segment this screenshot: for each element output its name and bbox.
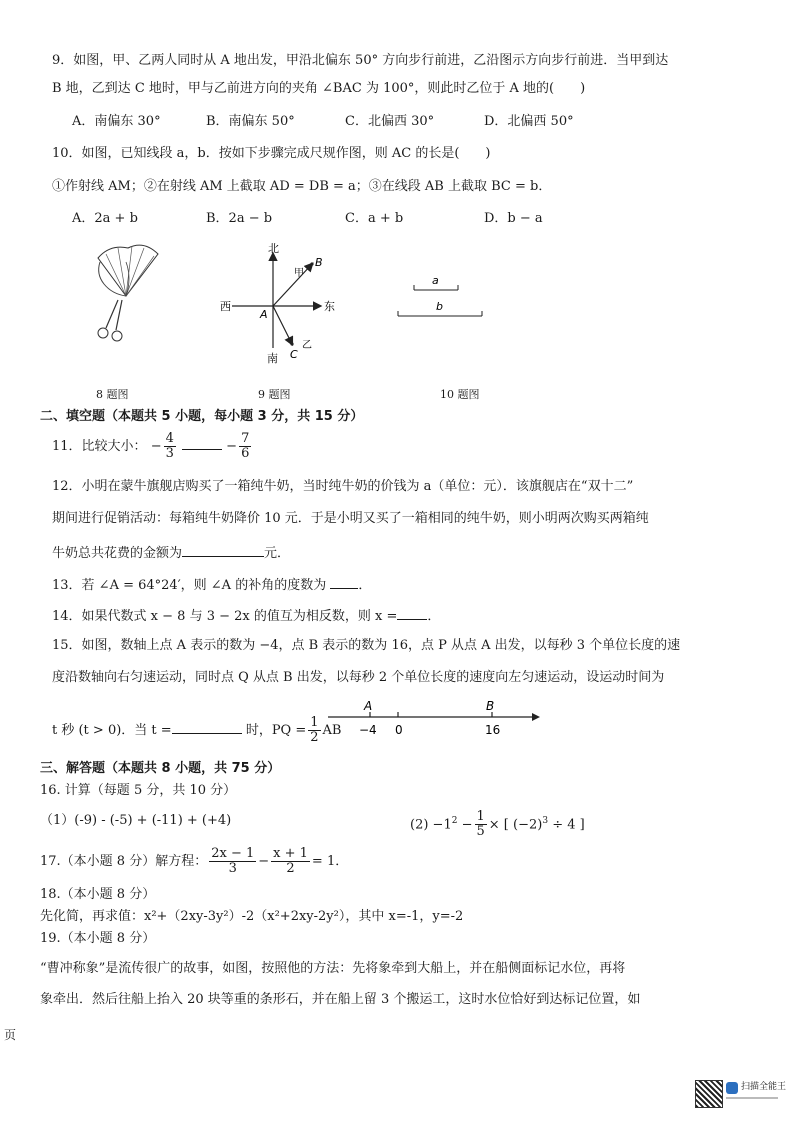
q16-part2-post: × [ (−2) bbox=[488, 817, 543, 833]
q16-part2-fraction bbox=[475, 810, 487, 839]
q11-prefix: 11．比较大小： bbox=[52, 439, 147, 454]
section3-title: 三、解答题（本题共 8 小题，共 75 分） bbox=[40, 761, 281, 776]
q11-frac2-num: 7 bbox=[241, 431, 250, 446]
q11-frac2-sign: − bbox=[226, 439, 238, 454]
q10-line2: ①作射线 AM；②在射线 AM 上截取 AD = DB = a；③在线段 AB 上截取 BC = b． bbox=[52, 179, 552, 194]
fig8-fan-scissors-drawing bbox=[88, 238, 168, 350]
q11-fraction-1 bbox=[164, 432, 176, 461]
fig10-caption: 10 题图 bbox=[440, 388, 480, 401]
q15-axis-label-b: B bbox=[486, 700, 495, 713]
q15-axis-tick-0: 0 bbox=[395, 723, 403, 737]
fig9-compass-diagram bbox=[218, 240, 338, 364]
q13 bbox=[52, 574, 371, 595]
fig9-label-west: 西 bbox=[220, 300, 231, 313]
q10-option-c: C．a + b bbox=[345, 211, 404, 226]
fig9-label-north: 北 bbox=[268, 242, 279, 255]
q9-option-b: B．南偏东 50° bbox=[206, 114, 295, 129]
q16-part2-mid: − bbox=[461, 817, 473, 833]
q15-axis-label-a: A bbox=[364, 700, 373, 713]
q17-post: = 1． bbox=[311, 854, 349, 869]
q12-line3-post: 元． bbox=[264, 546, 291, 561]
q19-head: 19.（本小题 8 分） bbox=[40, 931, 156, 946]
q12-answer-blank[interactable] bbox=[182, 542, 264, 557]
fig9-caption: 9 题图 bbox=[258, 388, 291, 401]
q15-line2: 度沿数轴向右匀速运动，同时点 Q 从点 B 出发，以每秒 2 个单位长度的速度向左匀速运动，设运动时间为 bbox=[52, 670, 665, 685]
fig9-label-c: C bbox=[290, 348, 298, 361]
q18-head: 18.（本小题 8 分） bbox=[40, 887, 156, 902]
q15-axis-tick-b: 16 bbox=[485, 723, 501, 737]
q16-head: 16. 计算（每题 5 分，共 10 分） bbox=[40, 783, 237, 798]
section2-title: 二、填空题（本题共 5 小题，每小题 3 分，共 15 分） bbox=[40, 409, 364, 424]
fig9-label-east: 东 bbox=[324, 300, 335, 313]
fig10-label-a: a bbox=[432, 274, 439, 287]
q12-line3 bbox=[52, 542, 290, 563]
q17 bbox=[40, 846, 348, 878]
q17-frac1-num: 2x − 1 bbox=[211, 846, 255, 861]
q16-part2-frac-den: 5 bbox=[476, 824, 485, 840]
q16-part2-frac-num: 1 bbox=[476, 809, 485, 825]
q17-frac1-den: 3 bbox=[228, 861, 237, 876]
q13-answer-blank[interactable] bbox=[330, 574, 358, 589]
q11-fraction-2 bbox=[239, 432, 251, 461]
q15-line3 bbox=[52, 716, 341, 746]
q12-line1: 12．小明在蒙牛旗舰店购买了一箱纯牛奶，当时纯牛奶的价钱为 a（单位：元）．该旗舰店在“双十二” bbox=[52, 479, 634, 494]
q19-line1: “曹冲称象”是流传很广的故事，如图，按照他的方法：先将象牵到大船上，并在船侧面标记水位，再将 bbox=[40, 961, 626, 976]
fig10-label-b: b bbox=[436, 300, 443, 313]
q13-post: ． bbox=[358, 578, 372, 593]
q17-fraction-1 bbox=[209, 847, 256, 876]
q15-half-den: 2 bbox=[310, 730, 319, 745]
fig9-label-jia: 甲 bbox=[294, 268, 304, 279]
q15-half-num: 1 bbox=[310, 715, 319, 730]
q17-frac2-den: 2 bbox=[286, 861, 295, 876]
q15-line1: 15．如图，数轴上点 A 表示的数为 −4，点 B 表示的数为 16，点 P 从点 A 出发，以每秒 3 个单位长度的速 bbox=[52, 638, 681, 653]
q18-body: 先化简，再求值：x²+（2xy-3y²）-2（x²+2xy-2y²），其中 x=-1，y=-2 bbox=[40, 909, 464, 924]
q17-pre: 17.（本小题 8 分）解方程： bbox=[40, 854, 208, 869]
q14-answer-blank[interactable] bbox=[397, 605, 427, 620]
q17-minus: − bbox=[258, 854, 270, 869]
q10-line1: 10．如图，已知线段 a，b．按如下步骤完成尺规作图，则 AC 的长是( ) bbox=[52, 146, 491, 161]
fig9-label-a: A bbox=[260, 308, 268, 321]
q19-line2: 象牵出．然后往船上抬入 20 块等重的条形石，并在船上留 3 个搬运工，这时水位恰好到达标记位置，如 bbox=[40, 992, 641, 1007]
q16-part1: （1）(-9) - (-5) + (-11) + (+4) bbox=[40, 813, 232, 828]
q12-line2: 期间进行促销活动：每箱纯牛奶降价 10 元．于是小明又买了一箱相同的纯牛奶，则小明两次购买两箱纯 bbox=[52, 511, 649, 526]
q16-part2 bbox=[410, 806, 585, 840]
q11-frac2-den: 6 bbox=[241, 446, 250, 461]
q15-axis-tick-a: −4 bbox=[359, 723, 377, 737]
q10-option-a: A．2a + b bbox=[72, 211, 138, 226]
q15-line3-post: AB bbox=[322, 723, 342, 738]
fig10-segments-diagram bbox=[392, 272, 488, 322]
q11-frac1-sign: − bbox=[150, 439, 162, 454]
fig9-label-yi: 乙 bbox=[302, 340, 312, 351]
q17-frac2-num: x + 1 bbox=[273, 846, 308, 861]
scanner-name: 扫描全能王 bbox=[741, 1082, 787, 1092]
q15-line3-mid: 时，PQ = bbox=[245, 723, 307, 738]
q9-option-c: C．北偏西 30° bbox=[345, 114, 435, 129]
q14-post: ． bbox=[427, 609, 441, 624]
qr-code-icon bbox=[695, 1080, 723, 1108]
q16-part2-exp2: 3 bbox=[542, 816, 549, 826]
q14 bbox=[52, 605, 440, 626]
q17-fraction-2 bbox=[271, 847, 310, 876]
q15-number-line bbox=[326, 700, 540, 740]
q15-answer-blank[interactable] bbox=[172, 719, 242, 734]
q11-frac1-den: 3 bbox=[165, 446, 174, 461]
scanner-subtitle-line bbox=[726, 1097, 778, 1099]
q15-half-fraction bbox=[308, 716, 320, 745]
q14-text: 14．如果代数式 x − 8 与 3 − 2x 的值互为相反数，则 x = bbox=[52, 609, 398, 624]
q9-option-d: D．北偏西 50° bbox=[484, 114, 574, 129]
q16-part2-pre: (2) −1 bbox=[410, 817, 452, 833]
q9-line2: B 地，乙到达 C 地时，甲与乙前进方向的夹角 ∠BAC 为 100°，则此时乙位于 A 地的( ) bbox=[52, 81, 586, 96]
q9-line1: 9．如图，甲、乙两人同时从 A 地出发，甲沿北偏东 50° 方向步行前进，乙沿图示方向步行前进．当甲到达 bbox=[52, 53, 669, 68]
fig9-label-south: 南 bbox=[267, 352, 278, 364]
q11 bbox=[52, 432, 253, 462]
q16-part2-end: ÷ 4 ] bbox=[548, 817, 585, 833]
scanner-logo-icon bbox=[726, 1082, 738, 1094]
fig9-label-b: B bbox=[315, 256, 323, 269]
q9-option-a: A．南偏东 30° bbox=[72, 114, 161, 129]
q13-text: 13．若 ∠A = 64°24′，则 ∠A 的补角的度数为 bbox=[52, 578, 327, 593]
q11-frac1-num: 4 bbox=[165, 431, 174, 446]
page-edge-mark: 页 bbox=[4, 1028, 17, 1042]
q10-option-d: D．b − a bbox=[484, 211, 543, 226]
q11-answer-blank[interactable] bbox=[182, 435, 222, 450]
q10-option-b: B．2a − b bbox=[206, 211, 273, 226]
q15-line3-pre: t 秒 (t > 0)．当 t = bbox=[52, 723, 172, 738]
q12-line3-pre: 牛奶总共花费的金额为 bbox=[52, 546, 183, 561]
q16-part2-exp: 2 bbox=[451, 816, 458, 826]
fig8-caption: 8 题图 bbox=[96, 388, 129, 401]
